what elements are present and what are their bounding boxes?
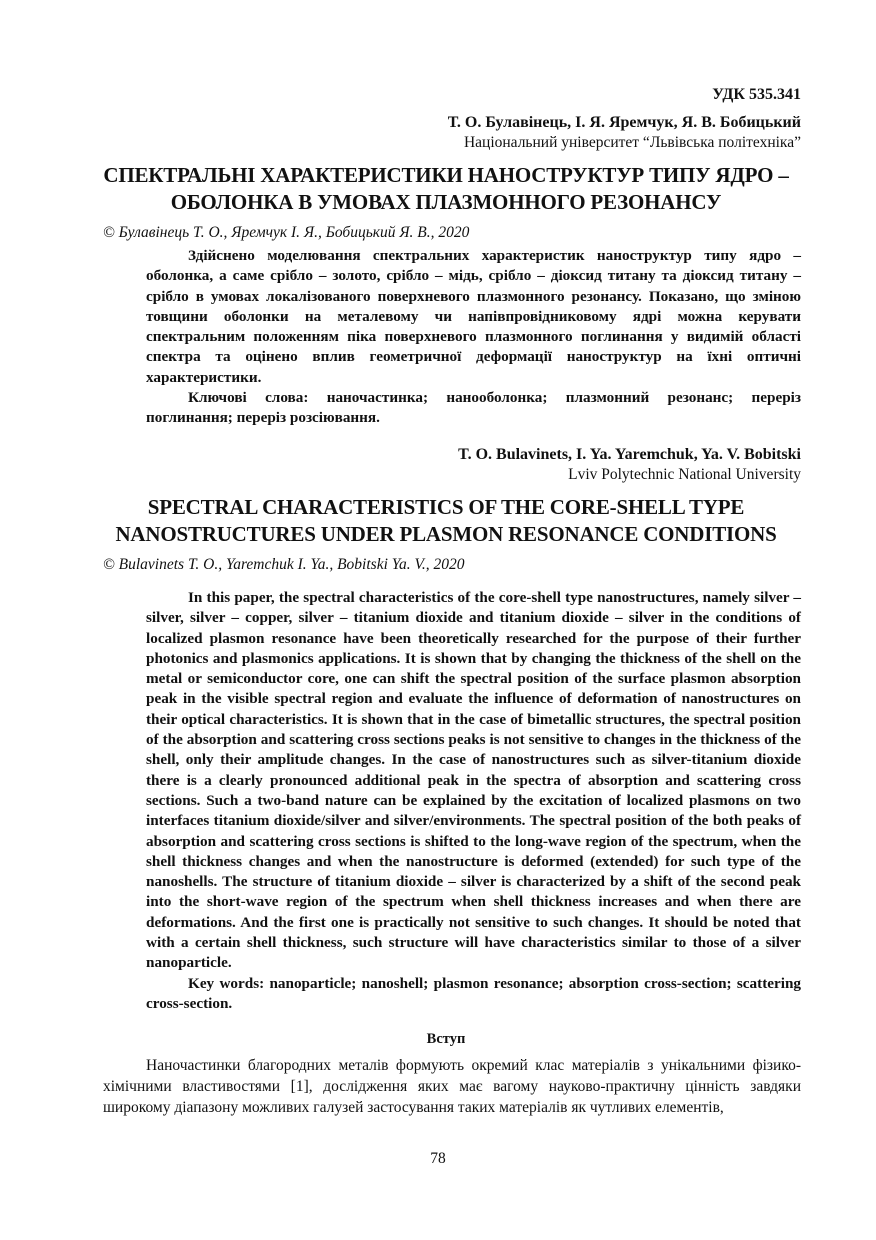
english-copyright: © Bulavinets T. O., Yaremchuk I. Ya., Bobitski Ya. V., 2020 (103, 556, 465, 573)
page-number: 78 (430, 1150, 446, 1167)
english-title-line-2: NANOSTRUCTURES UNDER PLASMON RESONANCE CONDITIONS (115, 522, 777, 546)
ukrainian-abstract (146, 246, 801, 429)
ukrainian-affiliation: Національний університет “Львівська політехніка” (463, 134, 801, 151)
ukrainian-authors: Т. О. Булавінець, І. Я. Яремчук, Я. В. Бобицький (447, 114, 801, 131)
section-body (103, 1055, 801, 1118)
intro-paragraph: Наночастинки благородних металів формують окремий клас матеріалів з унікальними фізико-хімічними властивостями [1], дослідження яких має вагому науково-практичну цінність завдяки широкому діапазону можливих галузей застосування таких матеріалів як чутливих елементів, (103, 1057, 801, 1116)
english-title (90, 494, 802, 548)
ukrainian-title (90, 162, 802, 216)
english-affiliation: Lviv Polytechnic National University (568, 466, 801, 483)
ukrainian-keywords: Ключові слова: наночастинка; нанооболонка; плазмонний резонанс; переріз поглинання; переріз розсіювання. (146, 389, 801, 427)
ukrainian-abstract-text: Здійснено моделювання спектральних характеристик наноструктур типу ядро – оболонка, а саме срібло – золото, срібло – мідь, срібло – діоксид титану та діоксид титану – срібло в умовах локалізованого поверхневого плазмонного резонансу. Показано, що зміною товщини оболонки на металевому чи напівпровідниковому ядрі можна керувати спектральним положенням піка поверхневого плазмонного поглинання у видимій області спектра та оцінено вплив геометричної деформації наноструктур на їхні оптичні характеристики. (146, 247, 801, 386)
english-authors: T. O. Bulavinets, I. Ya. Yaremchuk, Ya. V. Bobitski (458, 446, 801, 463)
english-abstract-text: In this paper, the spectral characteristics of the core-shell type nanostructures, namely silver – silver, silver – copper, silver – titanium dioxide and titanium dioxide – silver in the conditions of localized plasmon resonance have been theoretically researched for the purpose of their further photonics and plasmonics applications. It is shown that by changing the thickness of the shell on the metal or semiconductor core, one can shift the spectral position of the surface plasmon absorption peak in the visible spectral region and evaluate the influence of deformation of nanostructures on their optical characteristics. It is shown that in the case of bimetallic structures, the spectral position of the absorption and scattering cross sections peaks is not sensitive to changes in the thickness of the shell, only their amplitude changes. In the case of nanostructures such as silver-titanium dioxide there is a clearly pronounced additional peak in the spectra of absorption and scattering cross sections. Such a two-band nature can be explained by the excitation of localized plasmons on two interfaces titanium dioxide/silver and silver/environments. The spectral position of the both peaks of absorption and scattering cross sections is shifted to the long-wave region of the spectrum, when the shell thickness changes and when the nanostructure is deformed (extended) for such type of the nanoshells. The structure of titanium dioxide – silver is characterized by a shift of the second peak into the short-wave region of the spectrum when shell thickness increases and when there are deformations. And the first one is practically not sensitive to such changes. It should be noted that with a certain shell thickness, such structure will have characteristics similar to those of a silver nanoparticle. (146, 589, 801, 972)
english-keywords: Key words: nanoparticle; nanoshell; plasmon resonance; absorption cross-section; scattering cross-section. (146, 974, 801, 1012)
english-title-line-1: SPECTRAL CHARACTERISTICS OF THE CORE-SHELL TYPE (147, 495, 745, 519)
ukrainian-title-line-2: ОБОЛОНКА В УМОВАХ ПЛАЗМОННОГО РЕЗОНАНСУ (170, 190, 722, 214)
udk-code: УДК 535.341 (712, 86, 801, 103)
english-abstract (146, 588, 801, 1014)
section-heading: Вступ (426, 1031, 466, 1047)
ukrainian-title-line-1: СПЕКТРАЛЬНІ ХАРАКТЕРИСТИКИ НАНОСТРУКТУР ТИПУ ЯДРО – (103, 163, 789, 187)
ukrainian-copyright: © Булавінець Т. О., Яремчук І. Я., Бобицький Я. В., 2020 (103, 224, 470, 241)
